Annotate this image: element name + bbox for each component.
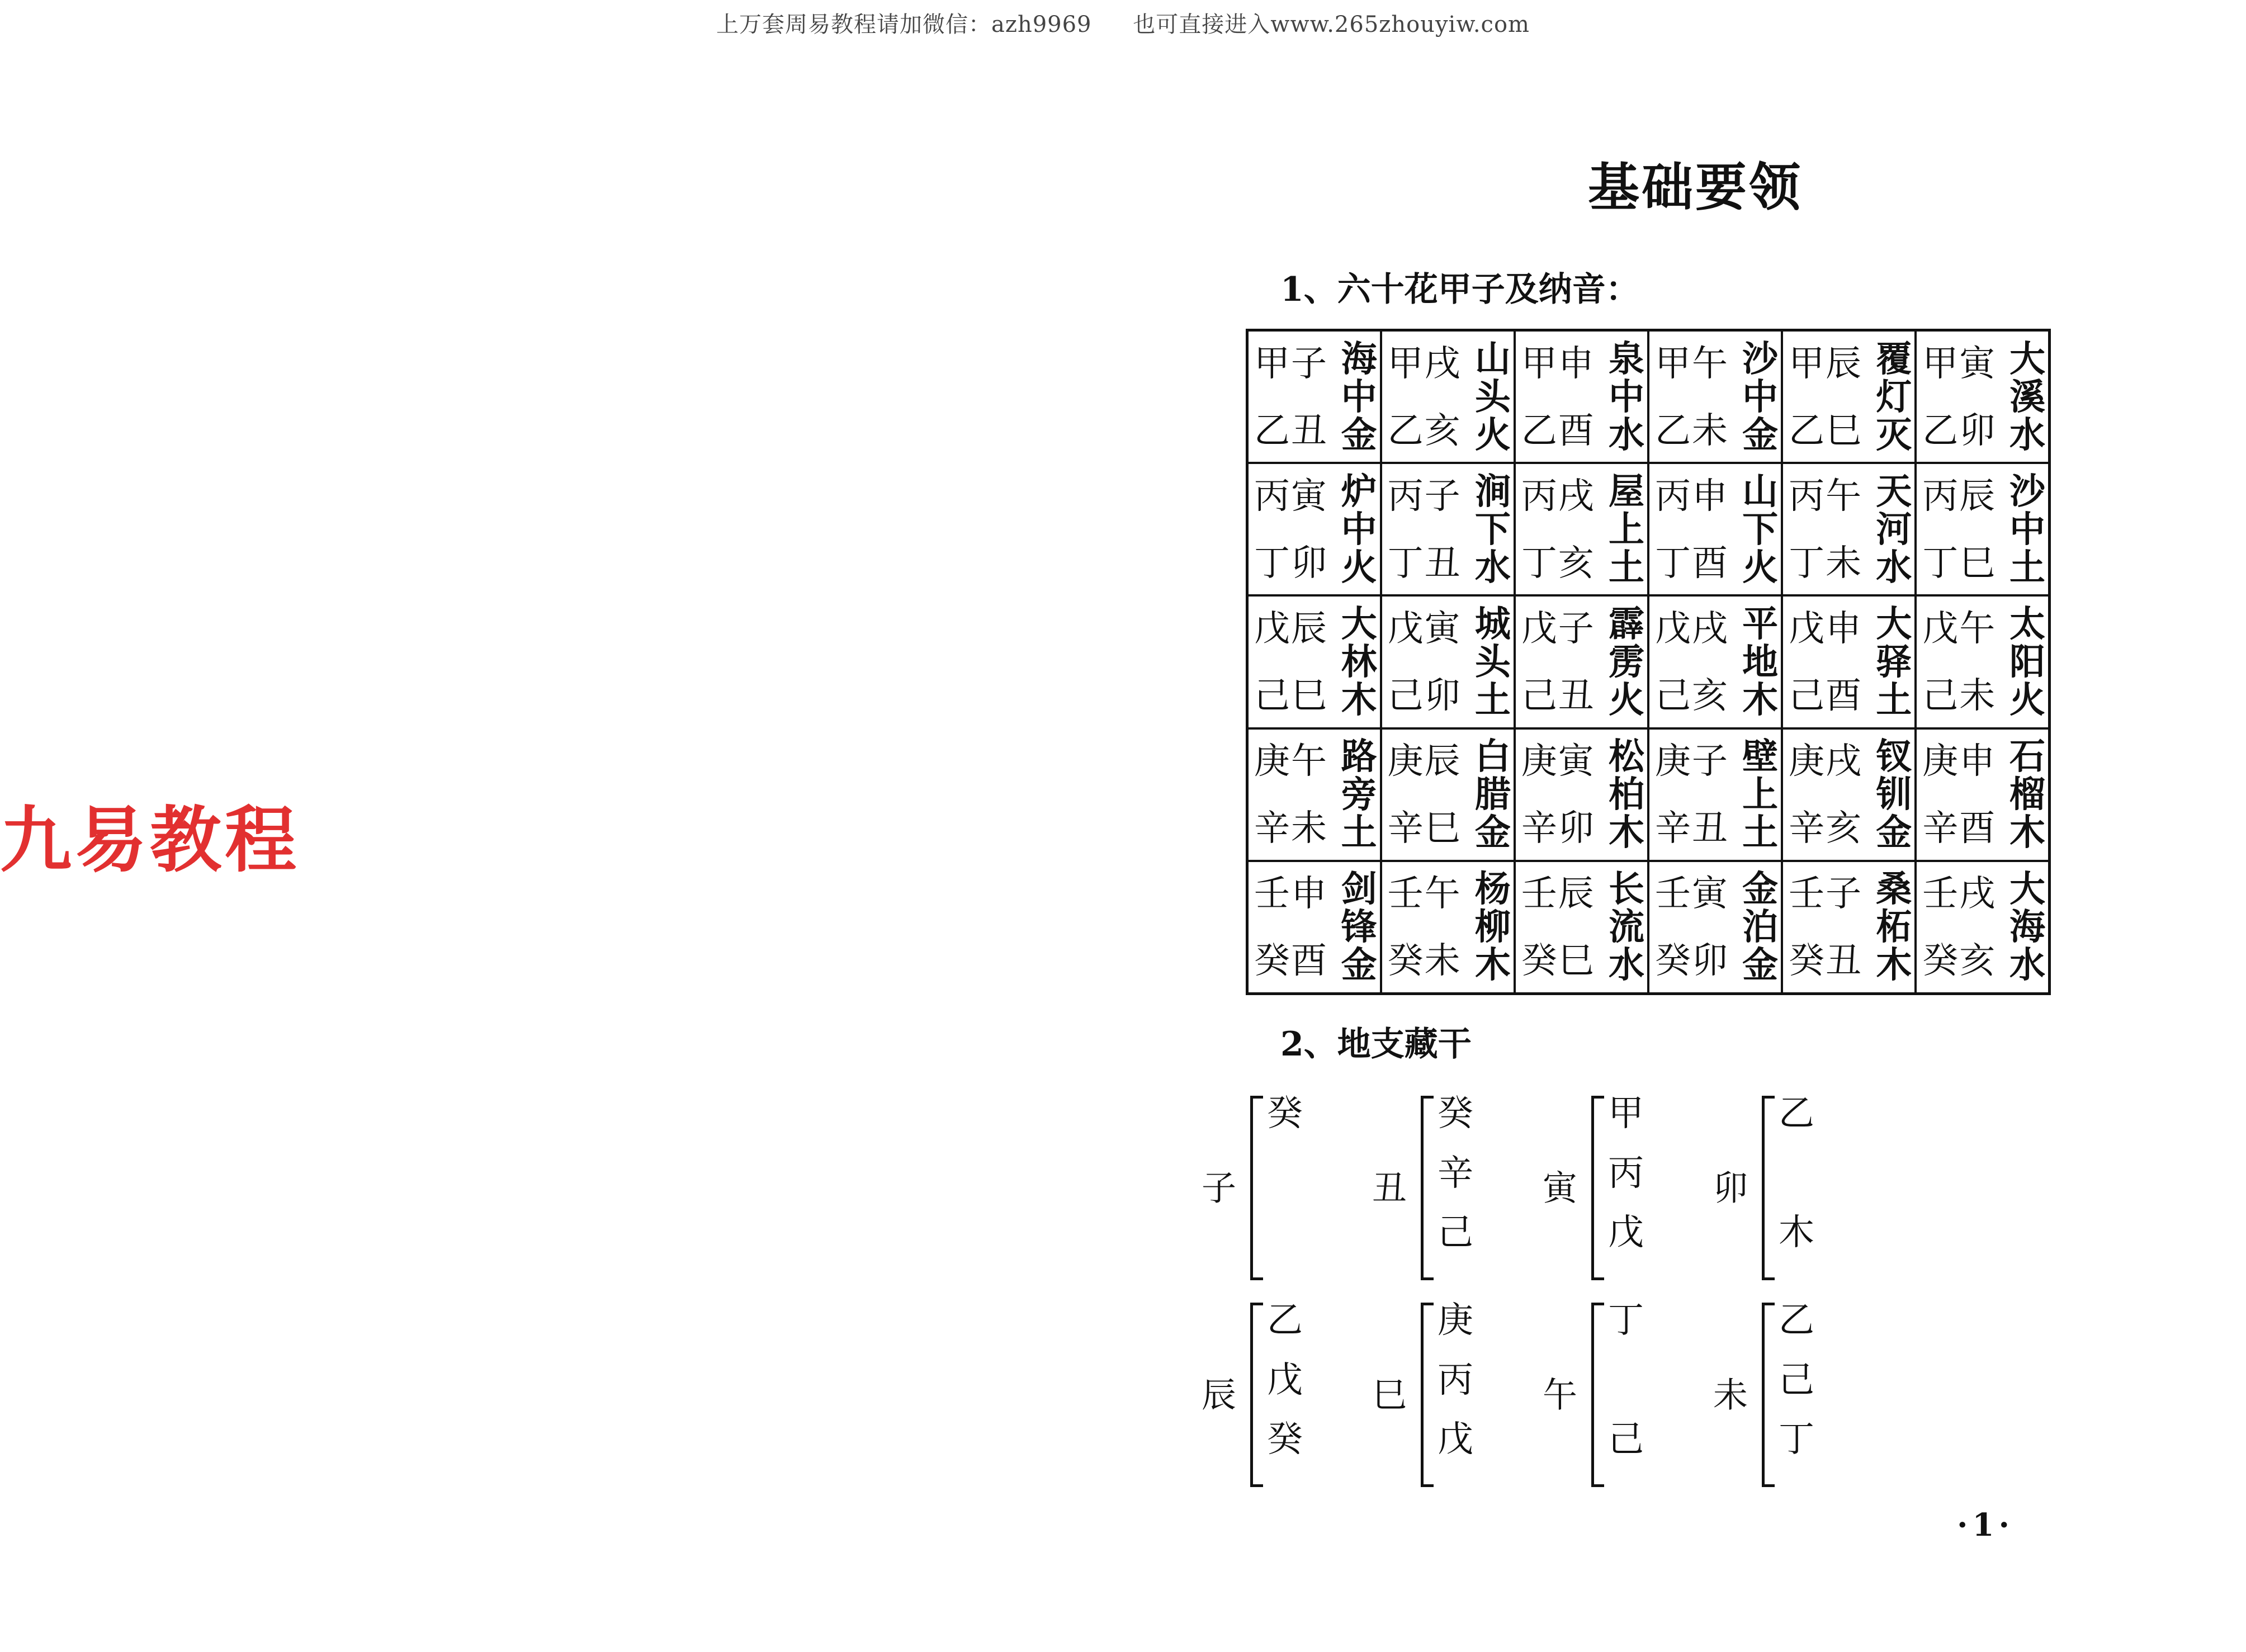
branch-label: 卯 (1713, 1167, 1748, 1209)
nayin-cell (1916, 330, 2049, 463)
hidden-stem: 丙 (1608, 1152, 1644, 1194)
nayin-cell (1515, 728, 1648, 861)
nayin-char: 中 (2009, 508, 2045, 551)
nayin-row (1247, 463, 2050, 595)
page-number: ·1· (1957, 1507, 2014, 1544)
branch-group (1538, 1090, 1705, 1280)
nayin-char: 水 (2009, 414, 2045, 456)
nayin-char: 榴 (2009, 774, 2045, 816)
ganzhi-bottom: 乙亥 (1387, 410, 1462, 452)
nayin-char: 木 (1742, 679, 1779, 721)
section-title-hidden-stems: 2、地支藏干 (1280, 1025, 1472, 1064)
branch-group (1367, 1297, 1535, 1487)
section-title-nayin: 1、六十花甲子及纳音： (1280, 270, 1639, 309)
nayin-char: 林 (1341, 641, 1377, 683)
ganzhi-bottom: 癸巳 (1521, 940, 1595, 982)
hidden-stem: 癸 (1267, 1419, 1303, 1461)
nayin-cell (1782, 728, 1916, 861)
nayin-char: 长 (1608, 868, 1644, 911)
hidden-stem: 庚 (1438, 1300, 1473, 1341)
nayin-char: 桑 (1876, 868, 1912, 911)
ganzhi-bottom: 丁巳 (1922, 542, 1997, 584)
nayin-char: 头 (1474, 641, 1511, 683)
nayin-char: 壁 (1742, 736, 1779, 778)
nayin-char: 钗 (1876, 736, 1912, 778)
nayin-char: 土 (2009, 546, 2045, 589)
nayin-char: 大 (1876, 603, 1912, 645)
nayin-char: 石 (2009, 736, 2045, 778)
banner-text-website: 也可直接进入www.265zhouyiw.com (1133, 12, 1530, 37)
ganzhi-bottom: 辛亥 (1789, 808, 1863, 850)
nayin-char: 中 (1742, 376, 1779, 418)
nayin-char: 金 (1341, 414, 1377, 456)
nayin-cell (1515, 861, 1648, 994)
branch-group (1708, 1297, 1876, 1487)
nayin-cell (1515, 463, 1648, 595)
branch-group (1538, 1297, 1705, 1487)
ganzhi-top: 戊辰 (1254, 608, 1328, 650)
ganzhi-top: 甲寅 (1922, 343, 1997, 385)
nayin-row (1247, 330, 2050, 463)
nayin-cell (1515, 595, 1648, 728)
ganzhi-top: 甲戌 (1387, 343, 1462, 385)
bracket-mark (1591, 1303, 1604, 1487)
ganzhi-top: 庚戌 (1789, 741, 1863, 783)
ganzhi-top: 壬午 (1387, 873, 1462, 915)
nayin-char: 沙 (2009, 470, 2045, 513)
nayin-char: 山 (1474, 338, 1511, 380)
ganzhi-bottom: 辛丑 (1654, 808, 1729, 850)
nayin-char: 上 (1608, 508, 1644, 551)
ganzhi-bottom: 癸酉 (1254, 940, 1328, 982)
ganzhi-top: 戊戌 (1654, 608, 1729, 650)
bracket-mark (1421, 1303, 1434, 1487)
nayin-cell (1648, 330, 1782, 463)
nayin-char: 霹 (1608, 603, 1644, 645)
nayin-char: 平 (1742, 603, 1779, 645)
nayin-char: 水 (2009, 944, 2045, 987)
ganzhi-bottom: 癸亥 (1922, 940, 1997, 982)
ganzhi-bottom: 乙未 (1654, 410, 1729, 452)
nayin-cell (1916, 463, 2049, 595)
hidden-stem (1779, 1156, 1846, 1215)
ganzhi-top: 庚子 (1654, 741, 1729, 783)
nayin-cell (1247, 595, 1381, 728)
ganzhi-bottom: 己卯 (1387, 675, 1462, 717)
nayin-cell (1782, 861, 1916, 994)
nayin-char: 海 (1341, 338, 1377, 380)
nayin-char: 头 (1474, 376, 1511, 418)
ganzhi-top: 戊午 (1922, 608, 1997, 650)
hidden-stem: 戊 (1267, 1359, 1303, 1401)
ganzhi-top: 甲午 (1654, 343, 1729, 385)
nayin-char: 中 (1341, 508, 1377, 551)
ganzhi-bottom: 癸丑 (1789, 940, 1863, 982)
ganzhi-bottom: 辛酉 (1922, 808, 1997, 850)
nayin-char: 水 (1608, 414, 1644, 456)
nayin-cell (1381, 463, 1515, 595)
nayin-char: 锋 (1341, 906, 1377, 949)
nayin-char: 驿 (1876, 641, 1912, 683)
hidden-stem: 丁 (1779, 1419, 1814, 1461)
page-title: 基础要领 (1588, 157, 1803, 217)
nayin-char: 木 (1474, 944, 1511, 987)
nayin-char: 中 (1341, 376, 1377, 418)
hidden-stem: 甲 (1608, 1093, 1644, 1134)
ganzhi-bottom: 己未 (1922, 675, 1997, 717)
nayin-char: 山 (1742, 470, 1779, 513)
nayin-cell (1648, 595, 1782, 728)
nayin-char: 白 (1474, 736, 1511, 778)
ganzhi-top: 壬申 (1254, 873, 1328, 915)
nayin-char: 下 (1474, 508, 1511, 551)
hidden-stem: 癸 (1267, 1093, 1303, 1134)
hidden-stem: 乙 (1779, 1300, 1814, 1341)
bracket-mark (1762, 1303, 1775, 1487)
nayin-char: 水 (1876, 546, 1912, 589)
nayin-cell (1648, 463, 1782, 595)
nayin-cell (1381, 595, 1515, 728)
nayin-char: 木 (1876, 944, 1912, 987)
nayin-char: 雳 (1608, 641, 1644, 683)
nayin-char: 下 (1742, 508, 1779, 551)
ganzhi-bottom: 己亥 (1654, 675, 1729, 717)
nayin-char: 金 (1742, 414, 1779, 456)
nayin-char: 泊 (1742, 906, 1779, 949)
nayin-char: 中 (1608, 376, 1644, 418)
branch-group (1197, 1090, 1364, 1280)
nayin-char: 大 (2009, 338, 2045, 380)
ganzhi-bottom: 丁未 (1789, 542, 1863, 584)
ganzhi-bottom: 癸卯 (1654, 940, 1729, 982)
bracket-mark (1250, 1096, 1263, 1280)
nayin-char: 大 (2009, 868, 2045, 911)
branch-label: 未 (1713, 1374, 1748, 1416)
ganzhi-bottom: 辛卯 (1521, 808, 1595, 850)
nayin-char: 杨 (1474, 868, 1511, 911)
nayin-cell (1782, 595, 1916, 728)
ganzhi-bottom: 乙酉 (1521, 410, 1595, 452)
branch-label: 午 (1542, 1374, 1577, 1416)
nayin-char: 金 (1474, 812, 1511, 854)
nayin-table (1246, 329, 2051, 995)
watermark-logo: 九易教程 (0, 799, 300, 882)
ganzhi-top: 壬辰 (1521, 873, 1595, 915)
nayin-char: 旁 (1341, 774, 1377, 816)
hidden-stem: 辛 (1438, 1152, 1473, 1194)
nayin-char: 水 (1474, 546, 1511, 589)
nayin-char: 土 (1341, 812, 1377, 854)
nayin-char: 木 (2009, 812, 2045, 854)
ganzhi-bottom: 己丑 (1521, 675, 1595, 717)
nayin-char: 太 (2009, 603, 2045, 645)
nayin-char: 火 (1341, 546, 1377, 589)
bracket-mark (1762, 1096, 1775, 1280)
branch-group (1197, 1297, 1364, 1487)
ganzhi-bottom: 丁丑 (1387, 542, 1462, 584)
nayin-char: 流 (1608, 906, 1644, 949)
bracket-mark (1250, 1303, 1263, 1487)
banner-text-wechat: 上万套周易教程请加微信：azh9969 (716, 12, 1092, 37)
nayin-char: 河 (1876, 508, 1912, 551)
nayin-char: 柘 (1876, 906, 1912, 949)
nayin-cell (1916, 861, 2049, 994)
nayin-cell (1247, 728, 1381, 861)
nayin-cell (1916, 728, 2049, 861)
ganzhi-top: 戊子 (1521, 608, 1595, 650)
ganzhi-top: 丙子 (1387, 475, 1462, 517)
ganzhi-top: 壬寅 (1654, 873, 1729, 915)
nayin-cell (1782, 463, 1916, 595)
nayin-char: 覆 (1876, 338, 1912, 380)
branch-label: 丑 (1372, 1167, 1407, 1209)
ganzhi-top: 丙辰 (1922, 475, 1997, 517)
nayin-char: 阳 (2009, 641, 2045, 683)
nayin-char: 柏 (1608, 774, 1644, 816)
nayin-char: 大 (1341, 603, 1377, 645)
nayin-char: 土 (1742, 812, 1779, 854)
nayin-char: 火 (1474, 414, 1511, 456)
nayin-char: 钏 (1876, 774, 1912, 816)
ganzhi-top: 甲辰 (1789, 343, 1863, 385)
nayin-char: 金 (1742, 944, 1779, 987)
nayin-cell (1247, 463, 1381, 595)
nayin-char: 城 (1474, 603, 1511, 645)
hidden-stem: 戊 (1608, 1212, 1644, 1254)
nayin-cell (1381, 330, 1515, 463)
nayin-char: 剑 (1341, 868, 1377, 911)
ganzhi-top: 丙寅 (1254, 475, 1328, 517)
nayin-char: 金 (1742, 868, 1779, 911)
branch-label: 巳 (1372, 1374, 1407, 1416)
nayin-char: 涧 (1474, 470, 1511, 513)
hidden-stem: 木 (1779, 1212, 1814, 1254)
nayin-cell (1247, 330, 1381, 463)
hidden-stem (1608, 1362, 1675, 1422)
ganzhi-bottom: 辛巳 (1387, 808, 1462, 850)
hidden-stem: 己 (1608, 1419, 1644, 1461)
nayin-char: 金 (1341, 944, 1377, 987)
ganzhi-bottom: 辛未 (1254, 808, 1328, 850)
hidden-stem (1267, 1215, 1334, 1275)
ganzhi-top: 丙戌 (1521, 475, 1595, 517)
hidden-stem: 丁 (1608, 1300, 1644, 1341)
nayin-char: 木 (1608, 812, 1644, 854)
top-banner (0, 7, 2246, 39)
nayin-cell (1381, 861, 1515, 994)
nayin-char: 地 (1742, 641, 1779, 683)
nayin-char: 灭 (1876, 414, 1912, 456)
ganzhi-top: 庚申 (1922, 741, 1997, 783)
nayin-cell (1381, 728, 1515, 861)
hidden-stem (1267, 1156, 1334, 1215)
ganzhi-top: 丙午 (1789, 475, 1863, 517)
branch-label: 辰 (1201, 1374, 1236, 1416)
nayin-char: 上 (1742, 774, 1779, 816)
branch-group (1708, 1090, 1876, 1280)
ganzhi-top: 戊申 (1789, 608, 1863, 650)
nayin-char: 天 (1876, 470, 1912, 513)
ganzhi-top: 甲申 (1521, 343, 1595, 385)
ganzhi-bottom: 乙卯 (1922, 410, 1997, 452)
nayin-row (1247, 861, 2050, 994)
ganzhi-top: 甲子 (1254, 343, 1328, 385)
hidden-stem: 乙 (1779, 1093, 1814, 1134)
nayin-char: 路 (1341, 736, 1377, 778)
nayin-char: 海 (2009, 906, 2045, 949)
nayin-row (1247, 728, 2050, 861)
hidden-stem: 己 (1779, 1359, 1814, 1401)
nayin-char: 火 (1742, 546, 1779, 589)
nayin-char: 土 (1474, 679, 1511, 721)
hidden-stem: 乙 (1267, 1300, 1303, 1341)
ganzhi-top: 壬戌 (1922, 873, 1997, 915)
branch-group (1367, 1090, 1535, 1280)
branch-label: 子 (1201, 1167, 1236, 1209)
hidden-stem: 癸 (1438, 1093, 1473, 1134)
ganzhi-top: 庚午 (1254, 741, 1328, 783)
nayin-char: 腊 (1474, 774, 1511, 816)
nayin-char: 柳 (1474, 906, 1511, 949)
nayin-char: 木 (1341, 679, 1377, 721)
ganzhi-bottom: 丁酉 (1654, 542, 1729, 584)
nayin-char: 屋 (1608, 470, 1644, 513)
nayin-char: 火 (1608, 679, 1644, 721)
nayin-char: 金 (1876, 812, 1912, 854)
hidden-stem: 戊 (1438, 1419, 1473, 1461)
bracket-mark (1591, 1096, 1604, 1280)
nayin-char: 火 (2009, 679, 2045, 721)
ganzhi-bottom: 乙丑 (1254, 410, 1328, 452)
ganzhi-top: 庚辰 (1387, 741, 1462, 783)
ganzhi-top: 戊寅 (1387, 608, 1462, 650)
ganzhi-bottom: 己巳 (1254, 675, 1328, 717)
nayin-char: 灯 (1876, 376, 1912, 418)
ganzhi-top: 壬子 (1789, 873, 1863, 915)
nayin-char: 泉 (1608, 338, 1644, 380)
nayin-char: 土 (1876, 679, 1912, 721)
hidden-stem: 丙 (1438, 1359, 1473, 1401)
nayin-char: 炉 (1341, 470, 1377, 513)
nayin-cell (1247, 861, 1381, 994)
nayin-cell (1782, 330, 1916, 463)
nayin-cell (1648, 861, 1782, 994)
nayin-char: 沙 (1742, 338, 1779, 380)
ganzhi-bottom: 丁卯 (1254, 542, 1328, 584)
hidden-stem: 己 (1438, 1212, 1473, 1254)
ganzhi-bottom: 乙巳 (1789, 410, 1863, 452)
ganzhi-bottom: 癸未 (1387, 940, 1462, 982)
ganzhi-bottom: 己酉 (1789, 675, 1863, 717)
nayin-row (1247, 595, 2050, 728)
nayin-char: 松 (1608, 736, 1644, 778)
nayin-cell (1648, 728, 1782, 861)
nayin-char: 土 (1608, 546, 1644, 589)
nayin-char: 溪 (2009, 376, 2045, 418)
bracket-mark (1421, 1096, 1434, 1280)
nayin-cell (1515, 330, 1648, 463)
nayin-char: 水 (1608, 944, 1644, 987)
ganzhi-top: 庚寅 (1521, 741, 1595, 783)
branch-label: 寅 (1542, 1167, 1577, 1209)
ganzhi-top: 丙申 (1654, 475, 1729, 517)
ganzhi-bottom: 丁亥 (1521, 542, 1595, 584)
nayin-cell (1916, 595, 2049, 728)
